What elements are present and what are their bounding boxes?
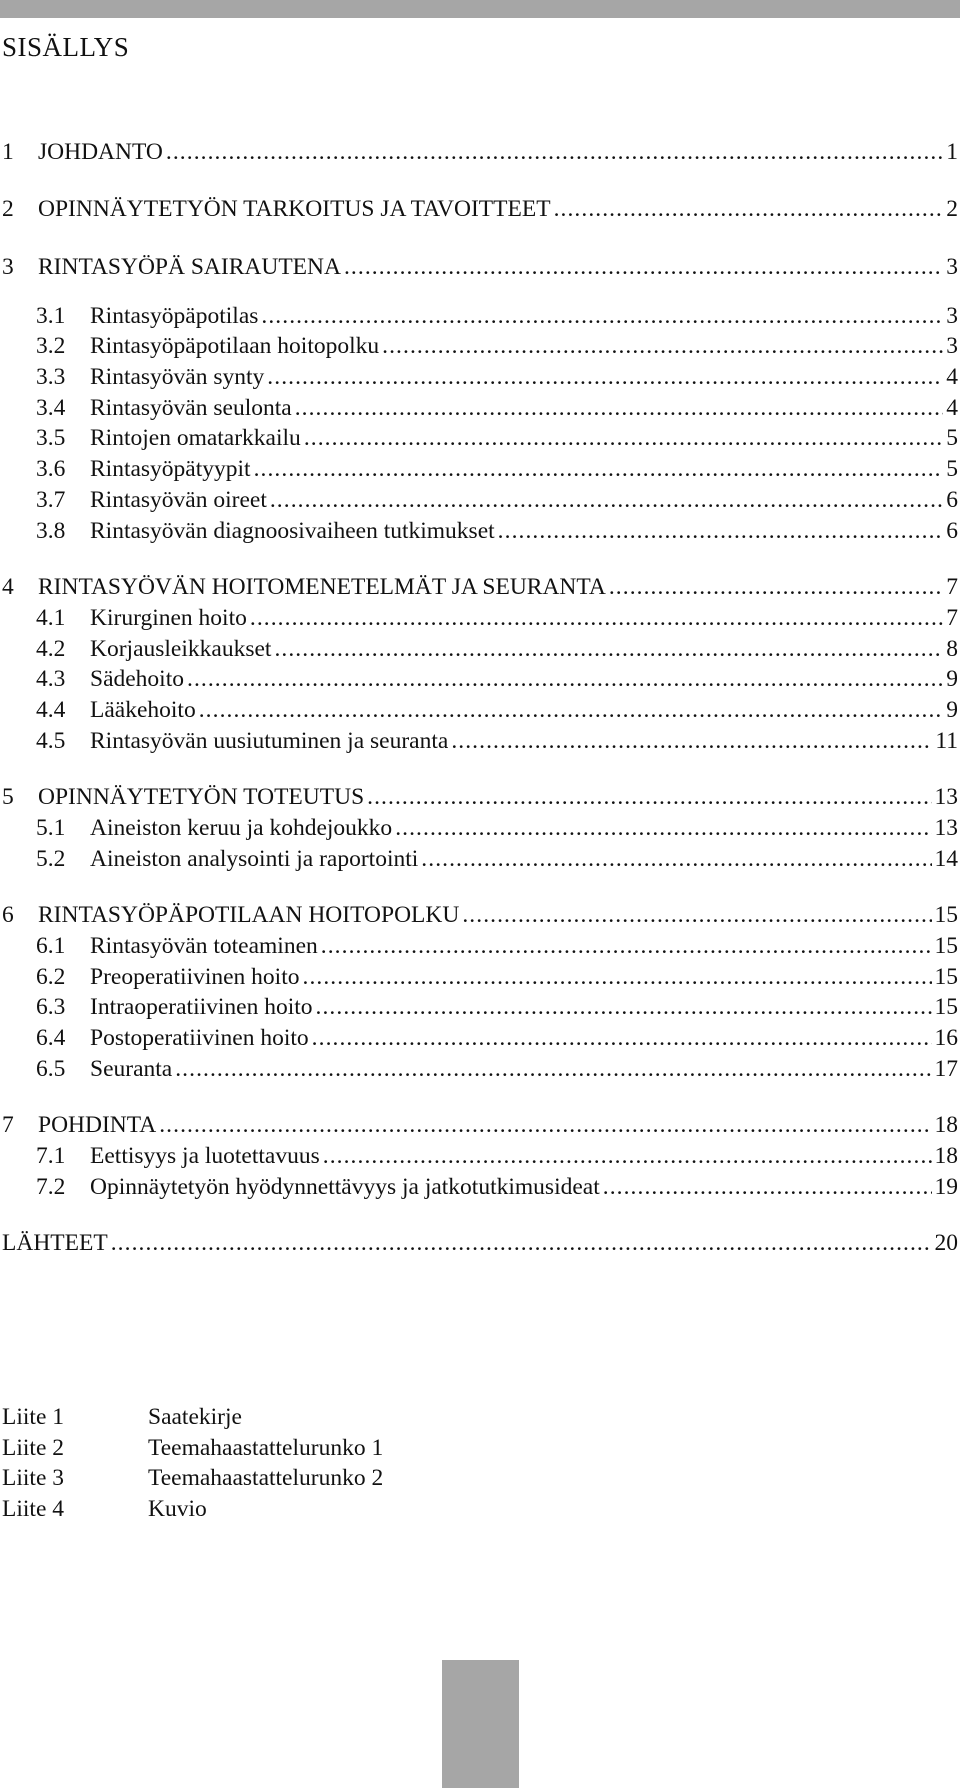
toc-entry-label: Postoperatiivinen hoito (90, 1025, 309, 1051)
attachment-entry (2, 1495, 207, 1523)
toc-entry-label: Aineiston keruu ja kohdejoukko (90, 815, 393, 841)
dot-leader (159, 1111, 931, 1139)
dot-leader (111, 1229, 932, 1257)
toc-entry-page-number: 19 (934, 1174, 958, 1200)
toc-entry-number: 3.2 (36, 333, 66, 359)
toc-entry-page-number: 6 (946, 518, 958, 544)
toc-entry-page-number: 4 (946, 395, 958, 421)
toc-entry[interactable] (0, 424, 958, 452)
toc-entry[interactable] (0, 696, 958, 724)
toc-entry-page-number: 13 (934, 784, 958, 810)
page-footer-block (442, 1660, 519, 1788)
toc-entry[interactable] (0, 517, 958, 545)
toc-entry[interactable] (0, 901, 958, 929)
toc-entry-page-number: 5 (946, 425, 958, 451)
toc-entry-number: 3.1 (36, 303, 66, 329)
toc-entry-label: Rintasyövän oireet (90, 487, 267, 513)
toc-entry-label: Rintasyöpätyypit (90, 456, 251, 482)
toc-entry-page-number: 20 (934, 1230, 958, 1256)
toc-entry-page-number: 9 (946, 697, 958, 723)
dot-leader (199, 696, 944, 724)
attachment-entry (2, 1403, 242, 1431)
toc-entry[interactable] (0, 665, 958, 693)
toc-entry-number: 3 (2, 254, 14, 280)
toc-entry[interactable] (0, 814, 958, 842)
attachment-number: Liite 4 (2, 1496, 64, 1522)
toc-entry-label: LÄHTEET (2, 1230, 108, 1256)
toc-entry-label: Rintojen omatarkkailu (90, 425, 301, 451)
dot-leader (451, 727, 932, 755)
toc-entry-page-number: 18 (934, 1112, 958, 1138)
toc-entry-label: Korjausleikkaukset (90, 636, 272, 662)
dot-leader (270, 486, 943, 514)
toc-entry-page-number: 15 (934, 994, 958, 1020)
toc-entry[interactable] (0, 455, 958, 483)
dot-leader (250, 604, 943, 632)
toc-entry-page-number: 11 (935, 728, 958, 754)
dot-leader (274, 635, 943, 663)
dot-leader (175, 1055, 931, 1083)
toc-entry-label: Sädehoito (90, 666, 184, 692)
toc-entry-number: 7.1 (36, 1143, 66, 1169)
dot-leader (367, 783, 931, 811)
attachment-number: Liite 2 (2, 1435, 64, 1461)
toc-entry[interactable] (0, 604, 958, 632)
toc-entry-label: Intraoperatiivinen hoito (90, 994, 313, 1020)
toc-entry[interactable] (0, 1142, 958, 1170)
toc-entry[interactable] (0, 1024, 958, 1052)
toc-entry-page-number: 4 (946, 364, 958, 390)
toc-entry-page-number: 7 (946, 605, 958, 631)
toc-entry-number: 4.2 (36, 636, 66, 662)
toc-entry-number: 5 (2, 784, 14, 810)
toc-entry-page-number: 13 (934, 815, 958, 841)
dot-leader (554, 195, 944, 223)
toc-entry-page-number: 3 (946, 303, 958, 329)
page-title: SISÄLLYS (2, 32, 130, 62)
attachment-title: Teemahaastattelurunko 2 (148, 1465, 384, 1491)
toc-entry[interactable] (0, 195, 958, 223)
toc-entry-number: 6 (2, 902, 14, 928)
toc-entry-page-number: 15 (934, 902, 958, 928)
dot-leader (323, 1142, 932, 1170)
toc-entry[interactable] (0, 727, 958, 755)
toc-entry-page-number: 6 (946, 487, 958, 513)
toc-entry-page-number: 15 (934, 933, 958, 959)
toc-entry-number: 3.3 (36, 364, 66, 390)
toc-entry-label: Opinnäytetyön hyödynnettävyys ja jatkotutkimusideat (90, 1174, 600, 1200)
toc-entry-number: 3.5 (36, 425, 66, 451)
toc-entry-number: 6.5 (36, 1056, 66, 1082)
toc-entry-page-number: 7 (946, 574, 958, 600)
toc-entry[interactable] (0, 1055, 958, 1083)
attachment-title: Saatekirje (148, 1404, 242, 1430)
toc-entry[interactable] (0, 1173, 958, 1201)
dot-leader (603, 1173, 932, 1201)
toc-entry-number: 4 (2, 574, 14, 600)
toc-entry[interactable] (0, 363, 958, 391)
toc-entry-number: 7 (2, 1112, 14, 1138)
toc-entry-label: Eettisyys ja luotettavuus (90, 1143, 320, 1169)
toc-entry-number: 7.2 (36, 1174, 66, 1200)
attachment-entry (2, 1464, 383, 1492)
page-header-bar (0, 0, 960, 18)
toc-entry-page-number: 2 (946, 196, 958, 222)
toc-entry[interactable] (0, 993, 958, 1021)
toc-entry-label: POHDINTA (38, 1112, 157, 1138)
toc-entry-page-number: 3 (946, 254, 958, 280)
toc-entry[interactable] (0, 253, 958, 281)
toc-entry-number: 4.5 (36, 728, 66, 754)
toc-entry-number: 4.1 (36, 605, 66, 631)
attachment-title: Kuvio (148, 1496, 207, 1522)
attachment-number: Liite 1 (2, 1404, 64, 1430)
dot-leader (304, 424, 943, 452)
attachment-entry (2, 1434, 383, 1462)
toc-entry-number: 1 (2, 139, 14, 165)
toc-entry-number: 3.7 (36, 487, 66, 513)
toc-entry-page-number: 15 (934, 964, 958, 990)
dot-leader (312, 1024, 932, 1052)
toc-entry-page-number: 9 (946, 666, 958, 692)
toc-entry[interactable] (0, 138, 958, 166)
toc-entry-number: 3.8 (36, 518, 66, 544)
toc-entry-label: Seuranta (90, 1056, 173, 1082)
dot-leader (316, 993, 932, 1021)
toc-entry-page-number: 17 (934, 1056, 958, 1082)
toc-entry-label: Rintasyöpäpotilaan hoitopolku (90, 333, 380, 359)
dot-leader (187, 665, 943, 693)
toc-entry-number: 4.4 (36, 697, 66, 723)
toc-entry[interactable] (0, 963, 958, 991)
toc-entry-number: 5.2 (36, 846, 66, 872)
toc-entry[interactable] (0, 1229, 958, 1257)
attachment-number: Liite 3 (2, 1465, 64, 1491)
toc-entry-label: Aineiston analysointi ja raportointi (90, 846, 419, 872)
toc-entry-page-number: 8 (946, 636, 958, 662)
toc-entry-number: 3.4 (36, 395, 66, 421)
toc-entry-page-number: 3 (946, 333, 958, 359)
dot-leader (462, 901, 931, 929)
toc-entry-label: JOHDANTO (38, 139, 163, 165)
toc-entry-label: Rintasyövän seulonta (90, 395, 292, 421)
attachment-title: Teemahaastattelurunko 1 (148, 1435, 384, 1461)
toc-entry-label: Lääkehoito (90, 697, 196, 723)
dot-leader (498, 517, 944, 545)
toc-entry-number: 6.1 (36, 933, 66, 959)
toc-entry-label: Rintasyöpäpotilas (90, 303, 259, 329)
dot-leader (321, 932, 932, 960)
toc-entry-label: Rintasyövän toteaminen (90, 933, 318, 959)
toc-entry[interactable] (0, 845, 958, 873)
toc-entry[interactable] (0, 302, 958, 330)
toc-entry-label: Rintasyövän synty (90, 364, 265, 390)
dot-leader (382, 332, 943, 360)
toc-entry-number: 6.2 (36, 964, 66, 990)
toc-entry-number: 5.1 (36, 815, 66, 841)
toc-entry-label: RINTASYÖVÄN HOITOMENETELMÄT JA SEURANTA (38, 574, 606, 600)
toc-entry[interactable] (0, 394, 958, 422)
toc-entry-number: 3.6 (36, 456, 66, 482)
toc-entry-page-number: 1 (946, 139, 958, 165)
dot-leader (166, 138, 943, 166)
toc-entry-label: Kirurginen hoito (90, 605, 247, 631)
dot-leader (267, 363, 943, 391)
dot-leader (609, 573, 943, 601)
toc-entry-number: 6.3 (36, 994, 66, 1020)
toc-entry-number: 4.3 (36, 666, 66, 692)
toc-entry-label: Rintasyövän diagnoosivaiheen tutkimukset (90, 518, 495, 544)
toc-entry[interactable] (0, 932, 958, 960)
toc-entry-number: 6.4 (36, 1025, 66, 1051)
dot-leader (261, 302, 943, 330)
toc-entry[interactable] (0, 1111, 958, 1139)
toc-entry[interactable] (0, 783, 958, 811)
dot-leader (421, 845, 931, 873)
dot-leader (303, 963, 932, 991)
toc-entry[interactable] (0, 332, 958, 360)
dot-leader (295, 394, 944, 422)
toc-entry-page-number: 14 (934, 846, 958, 872)
toc-entry-label: Rintasyövän uusiutuminen ja seuranta (90, 728, 449, 754)
toc-entry-label: Preoperatiivinen hoito (90, 964, 300, 990)
toc-entry-page-number: 18 (934, 1143, 958, 1169)
dot-leader (254, 455, 944, 483)
toc-entry-number: 2 (2, 196, 14, 222)
toc-entry-label: OPINNÄYTETYÖN TOTEUTUS (38, 784, 365, 810)
toc-entry-label: RINTASYÖPÄPOTILAAN HOITOPOLKU (38, 902, 460, 928)
dot-leader (395, 814, 931, 842)
toc-entry-label: OPINNÄYTETYÖN TARKOITUS JA TAVOITTEET (38, 196, 551, 222)
toc-entry-label: RINTASYÖPÄ SAIRAUTENA (38, 254, 341, 280)
toc-entry-page-number: 16 (934, 1025, 958, 1051)
dot-leader (344, 253, 943, 281)
toc-entry[interactable] (0, 635, 958, 663)
toc-entry-page-number: 5 (946, 456, 958, 482)
toc-entry[interactable] (0, 573, 958, 601)
toc-entry[interactable] (0, 486, 958, 514)
